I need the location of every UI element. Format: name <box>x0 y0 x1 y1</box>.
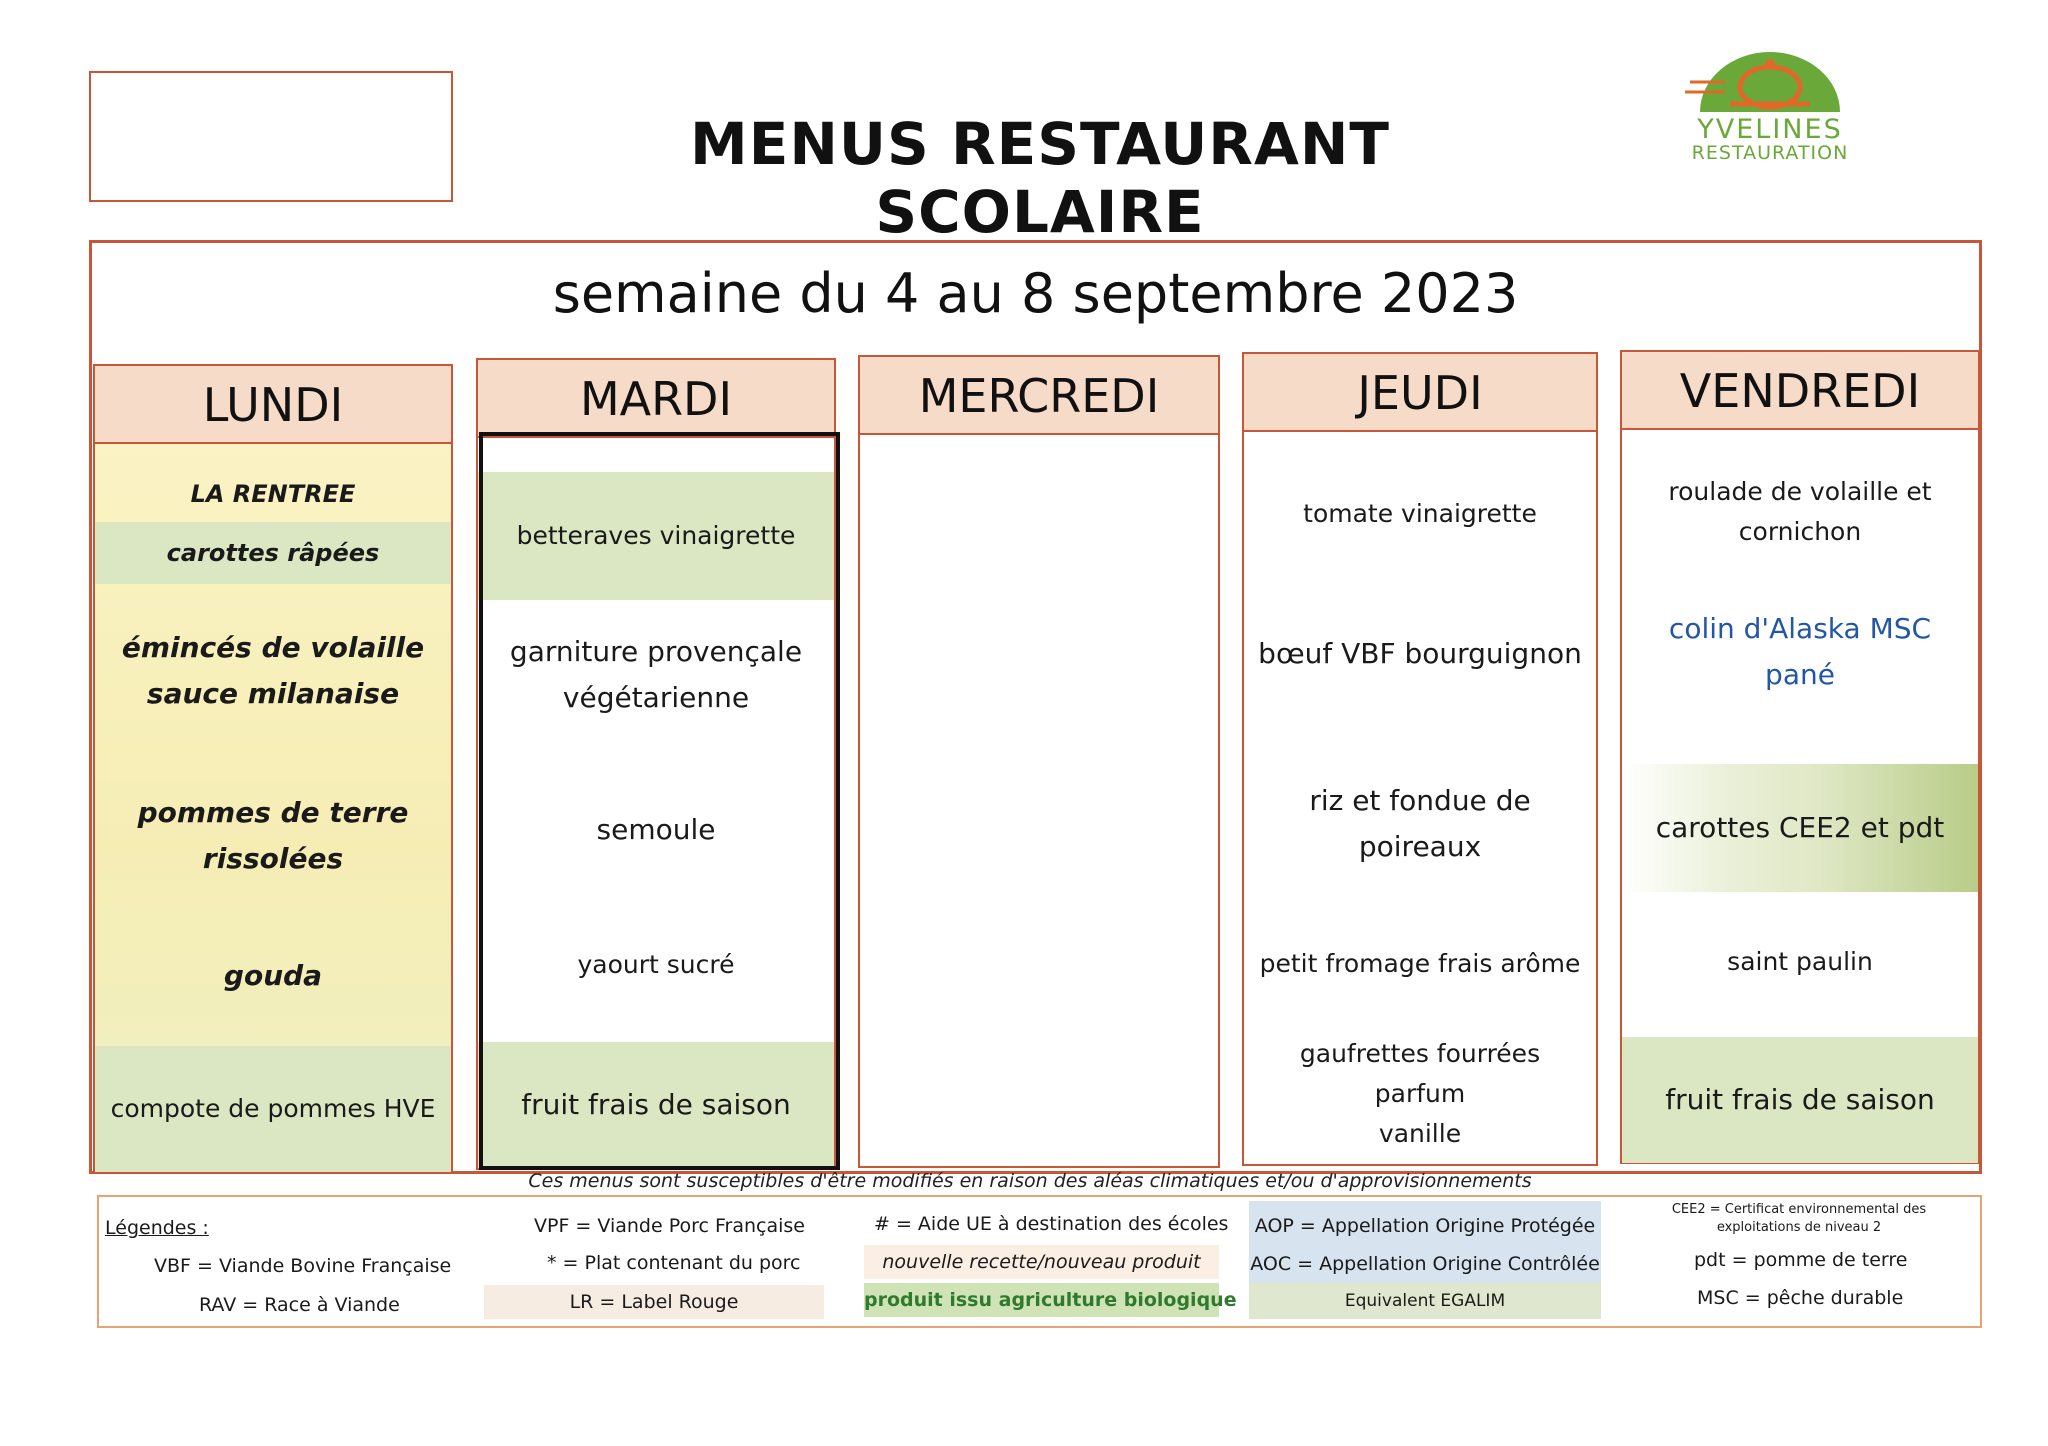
logo-subtext: RESTAURATION <box>1691 142 1849 164</box>
jeudi-dairy: petit fromage frais arôme <box>1259 949 1581 978</box>
jeudi-starter: tomate vinaigrette <box>1303 499 1537 528</box>
vendredi-starter-line2: cornichon <box>1738 517 1862 546</box>
legend-egalim: Equivalent EGALIM <box>1249 1283 1601 1319</box>
lundi-side-line1: pommes de terre <box>137 796 409 829</box>
mardi-starter: betteraves vinaigrette <box>478 472 834 600</box>
yvelines-restauration-logo <box>1670 42 1870 172</box>
vendredi-starter-line1: roulade de volaille et <box>1668 477 1932 506</box>
legend-cee2: CEE2 = Certificat environnemental des exploitations de niveau 2 <box>1671 1202 1927 1235</box>
week-title: semaine du 4 au 8 septembre 2023 <box>552 262 1519 325</box>
legend-nouvelle: nouvelle recette/nouveau produit <box>864 1245 1219 1279</box>
lundi-main <box>95 606 451 736</box>
mardi-main-line1: garniture provençale <box>509 635 803 668</box>
lundi-cheese: gouda <box>223 959 323 992</box>
lundi-main-line2: sauce milanaise <box>146 677 400 710</box>
day-column-mercredi <box>858 355 1220 1168</box>
legend-aoc: AOC = Appellation Origine Contrôlée <box>1250 1253 1600 1275</box>
day-column-jeudi <box>1242 352 1598 1166</box>
lundi-main-line1: émincés de volaille <box>121 631 425 664</box>
day-header-mardi: MARDI <box>478 360 834 438</box>
legend-vbf: VBF = Viande Bovine Française <box>154 1255 452 1277</box>
jeudi-main: bœuf VBF bourguignon <box>1258 637 1582 670</box>
legend-title: Légendes : <box>105 1217 209 1239</box>
disclaimer: Ces menus sont susceptibles d'être modifiés en raison des aléas climatiques et/ou d'approvisionnements <box>528 1170 1532 1192</box>
day-header-jeudi: JEUDI <box>1244 354 1596 432</box>
mardi-dessert: fruit frais de saison <box>478 1042 834 1168</box>
jeudi-side: riz et fondue de poireaux <box>1309 784 1531 863</box>
lundi-side <box>95 766 451 906</box>
vendredi-dessert: fruit frais de saison <box>1622 1037 1978 1163</box>
lundi-note: LA RENTREE <box>190 480 356 508</box>
mardi-side: semoule <box>596 813 716 846</box>
jeudi-dessert-line2: vanille <box>1378 1119 1462 1148</box>
legend-box <box>97 1195 1982 1328</box>
legend-porc: * = Plat contenant du porc <box>547 1252 801 1274</box>
legend-bio: produit issu agriculture biologique <box>864 1283 1219 1317</box>
legend-vpf: VPF = Viande Porc Française <box>534 1215 806 1237</box>
blank-box <box>89 71 453 202</box>
jeudi-dessert <box>1244 1034 1596 1154</box>
legend-msc: MSC = pêche durable <box>1697 1287 1904 1309</box>
vendredi-cheese: saint paulin <box>1727 947 1873 976</box>
day-header-mercredi: MERCREDI <box>860 357 1218 435</box>
jeudi-dessert-line1: gaufrettes fourrées parfum <box>1299 1039 1541 1108</box>
legend-aide: # = Aide UE à destination des écoles <box>874 1213 1229 1235</box>
legend-aop-aoc <box>1249 1201 1601 1283</box>
day-header-vendredi: VENDREDI <box>1622 352 1978 430</box>
day-column-lundi <box>93 364 453 1172</box>
legend-rav: RAV = Race à Viande <box>199 1294 400 1316</box>
legend-aop: AOP = Appellation Origine Protégée <box>1254 1215 1596 1237</box>
legend-pdt: pdt = pomme de terre <box>1694 1249 1908 1271</box>
page-title: MENUS RESTAURANT SCOLAIRE <box>690 110 1390 246</box>
logo-text: YVELINES <box>1697 114 1843 145</box>
day-header-lundi: LUNDI <box>95 366 451 444</box>
vendredi-main: colin d'Alaska MSC pané <box>1668 612 1932 691</box>
vendredi-starter <box>1622 457 1978 567</box>
mardi-main-line2: végétarienne <box>562 681 750 714</box>
legend-lr: LR = Label Rouge <box>484 1285 824 1319</box>
lundi-dessert: compote de pommes HVE <box>95 1046 451 1172</box>
vendredi-side: carottes CEE2 et pdt <box>1622 764 1978 892</box>
lundi-starter: carottes râpées <box>95 522 451 584</box>
lundi-side-line2: rissolées <box>202 842 344 875</box>
mardi-dairy: yaourt sucré <box>577 950 735 979</box>
day-column-vendredi <box>1620 350 1980 1164</box>
highlight-frame-mardi <box>479 432 840 1170</box>
